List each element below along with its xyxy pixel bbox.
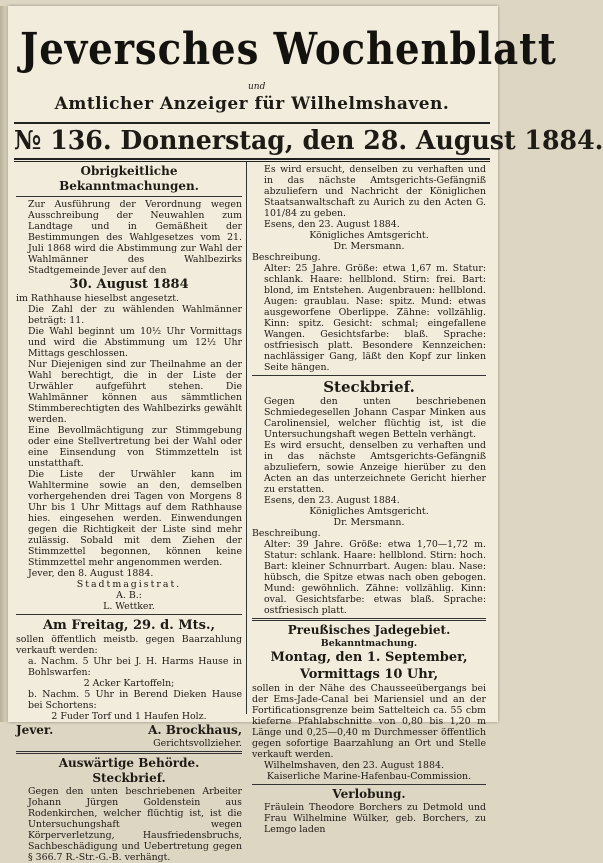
notice-sign-date: Jever, den 8. August 1884.	[28, 568, 154, 579]
warrant-signature: Dr. Mersmann.	[333, 241, 405, 252]
engagement-text: Fräulein Theodore Borchers zu Detmold und Frau Wilhelmine Wülker, geb. Borchers, zu Lemgo laden	[264, 802, 486, 835]
notice-intro: Zur Ausführung der Verordnung wegen Ausschreibung der Neuwahlen zum Landtage und in Gemäßheit der Bestimmungen des Wahlgesetzes vom 21. Juli 1868 wird die Abstimmung zur Wahl der Wahlmänner des Wahlbezirks Stadtgemeinde Jever auf den	[28, 199, 242, 276]
sale-date: Montag, den 1. September,	[270, 650, 468, 665]
announcement-heading: Bekanntmachung.	[320, 638, 418, 649]
warrant-request: Es wird ersucht, denselben zu verhaften und in das nächste Amtsgerichts-Gefängniß abzuliefern und Nachricht der Königlichen Staatsanwaltschaft zu Aurich zu den Acten G. 101/84 zu geben.	[264, 164, 486, 219]
divider	[16, 196, 242, 197]
sale-time: Vormittags 10 Uhr,	[299, 667, 439, 682]
auction-item-b-goods: 2 Fuder Torf und 1 Haufen Holz.	[51, 711, 207, 722]
right-column	[252, 164, 486, 835]
divider	[16, 614, 242, 615]
official-notices-heading: Obrigkeitliche Bekanntmachungen.	[59, 164, 199, 193]
left-column	[16, 164, 242, 863]
warrant-signature-2: Dr. Mersmann.	[333, 517, 405, 528]
notice-sign-b: L. Wettker.	[103, 601, 155, 612]
notice-paragraph: Eine Bevollmächtigung zur Stimmgebung oder eine Stellvertretung bei der Wahl oder eine Einsendung von Stimmzetteln ist unstatthaft.	[28, 425, 242, 469]
divider	[252, 784, 486, 785]
divider	[16, 751, 242, 754]
notice-paragraph: Die Wahl beginnt um 10½ Uhr Vormittags und wird die Abstimmung um 12½ Uhr Mittags geschlossen.	[28, 326, 242, 359]
warrant-heading: Steckbrief.	[92, 771, 166, 785]
divider	[252, 375, 486, 376]
notice-sign-org: Stadtmagistrat.	[76, 579, 182, 590]
warrant-date: Esens, den 23. August 1884.	[264, 219, 400, 230]
description-heading: Beschreibung.	[252, 252, 321, 263]
notice-place: im Rathhause hieselbst angesetzt.	[16, 293, 180, 304]
description-heading-2: Beschreibung.	[252, 528, 321, 539]
auction-item-a-goods: 2 Acker Kartoffeln;	[83, 678, 175, 689]
description-text-2: Alter: 39 Jahre. Größe: etwa 1,70—1,72 m. Statur: schlank. Haare: hellblond. Stirn: hoch. Bart: kleiner Schnurrbart. Augen: blau. Nase: hübsch, die Spitze etwas nach oben gebogen. Mund: gewöhnlich. Zähne: vollzählig. Kinn: oval. Gesichtsfarbe: etwas blaß. Sprache: ostfriesisch platt.	[264, 539, 486, 616]
engagement-heading: Verlobung.	[332, 787, 406, 801]
sale-date-line: Wilhelmshaven, den 23. August 1884.	[264, 760, 444, 771]
sale-text: sollen in der Nähe des Chausseeübergangs bei der Ems-Jade-Canal bei Mariensiel und an der Fortificationsgrenze beim Sattelteich ca. 55 cbm kieferne Pfahlabschnitte von 0,80 bis 1,20 m Länge und 0,25—0,40 m Durchmesser öffentlich gegen sofortige Baarzahlung an Ort und Stelle verkauft werden.	[252, 683, 486, 760]
issue-line: № 136. Donnerstag, den 28. August 1884.	[14, 126, 603, 156]
auction-place: Jever.	[16, 723, 54, 737]
warrant-court: Königliches Amtsgericht.	[309, 230, 429, 241]
divider	[252, 618, 486, 621]
auction-bailiff-title: Gerichtsvollzieher.	[153, 738, 242, 749]
auction-item-b: b. Nachm. 5 Uhr in Berend Dieken Hause bei Schortens:	[28, 689, 242, 711]
warrant-text-2: Gegen den unten beschriebenen Schmiedegesellen Johann Caspar Minken aus Carolinensiel, welcher flüchtig ist, ist die Untersuchungshaft wegen Betteln verhängt.	[264, 396, 486, 440]
sale-authority: Kaiserliche Marine-Hafenbau-Commission.	[266, 771, 472, 782]
column-divider	[246, 162, 247, 714]
description-text: Alter: 25 Jahre. Größe: etwa 1,67 m. Statur: schlank. Haare: hellblond. Stirn: frei. Bart: blond, im Entstehen. Augenbrauen: hellblond. Augen: graublau. Nase: spitz. Mund: etwas ausgeworfene Oberlippe. Zähne: vollzählig. Kinn: spitz. Gesicht: schmal; eingefallene Wangen. Gesichtsfarbe: blaß. Sprache: ostfriesisch platt. Besondere Kennzeichen: nachlässiger Gang, läßt den Kopf zur linken Seite hängen.	[264, 263, 486, 373]
masthead-subtitle: Amtlicher Anzeiger für Wilhelmshaven.	[54, 94, 450, 114]
prussia-heading: Preußisches Jadegebiet.	[287, 623, 451, 637]
notice-paragraph: Nur Diejenigen sind zur Theilnahme an der Wahl berechtigt, die in der Liste der Urwähler aufgeführt stehen. Die Wahlmänner können aus sämmtlichen Stimmberechtigten des Wahlbezirks gewählt werden.	[28, 359, 242, 425]
warrant-heading-2: Steckbrief.	[323, 378, 415, 396]
auction-signature	[16, 722, 242, 738]
auction-text: sollen öffentlich meistb. gegen Baarzahlung verkauft werden:	[16, 634, 242, 656]
election-date: 30. August 1884	[69, 277, 189, 292]
auction-bailiff: A. Brockhaus,	[148, 723, 242, 737]
rule-under-issue	[14, 158, 490, 160]
warrant-court-2: Königliches Amtsgericht.	[309, 506, 429, 517]
notice-paragraph: Die Zahl der zu wählenden Wahlmänner beträgt: 11.	[28, 304, 242, 326]
masthead-und: und	[248, 82, 266, 92]
foreign-authority-heading: Auswärtige Behörde.	[58, 756, 200, 770]
notice-paragraph: Die Liste der Urwähler kann im Wahltermine sowie an den, demselben vorhergehenden drei Tagen von Morgens 8 Uhr bis 1 Uhr Mittags auf dem Rathhause hies. eingesehen werden. Einwendungen gegen die Richtigkeit der Liste sind mehr zulässig. Sobald mit dem Ziehen der Stimmzettel begonnen, können keine Stimmzettel mehr angenommen werden.	[28, 469, 242, 568]
masthead-title: Jeversches Wochenblatt	[20, 24, 557, 75]
warrant-date-2: Esens, den 23. August 1884.	[264, 495, 400, 506]
warrant-text: Gegen den unten beschriebenen Arbeiter Johann Jürgen Goldenstein aus Rodenkirchen, welcher flüchtig ist, ist die Untersuchungshaft wegen Körperverletzung, Hausfriedensbruchs, Sachbeschädigung und Uebertretung gegen § 366.7 R.-Str.-G.-B. verhängt.	[28, 786, 242, 863]
auction-date: Am Freitag, 29. d. Mts.,	[42, 618, 216, 633]
auction-item-a: a. Nachm. 5 Uhr bei J. H. Harms Hause in Bohlswarfen:	[28, 656, 242, 678]
rule-under-issue-thin	[14, 161, 490, 162]
warrant-request-2: Es wird ersucht, denselben zu verhaften und in das nächste Amtsgerichts-Gefängniß abzuliefern, sowie Anzeige hierüber zu den Acten an das unterzeichnete Gericht hierher zu erstatten.	[264, 440, 486, 495]
notice-sign-a: A. B.:	[116, 590, 142, 601]
rule-top	[14, 122, 490, 124]
